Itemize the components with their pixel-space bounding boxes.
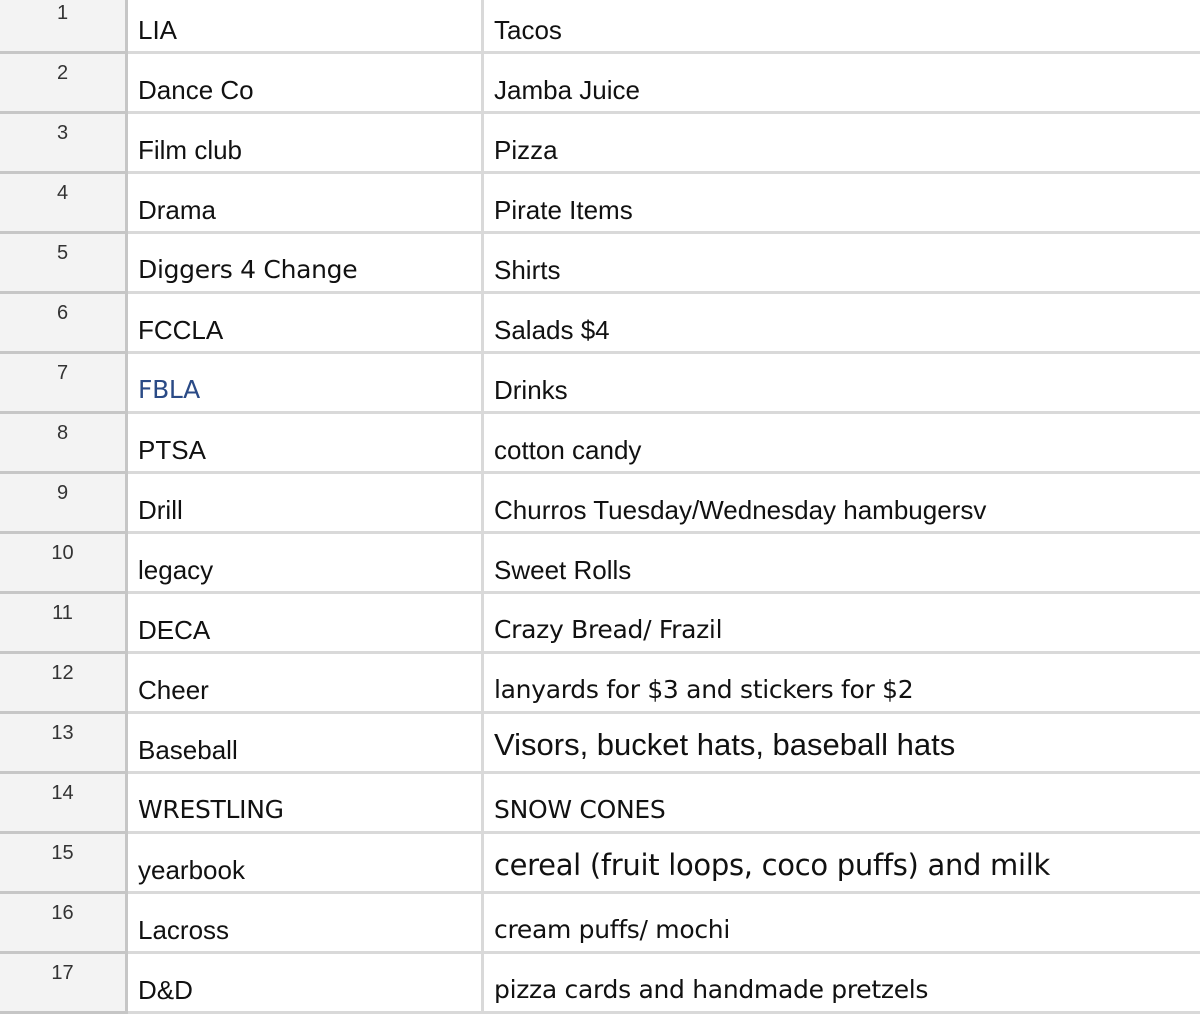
- row-header[interactable]: 2: [0, 54, 128, 114]
- row-header[interactable]: 10: [0, 534, 128, 594]
- row-header[interactable]: 1: [0, 0, 128, 54]
- cell-item[interactable]: Shirts: [484, 234, 1200, 294]
- cell-club[interactable]: D&D: [128, 954, 484, 1014]
- cell-club[interactable]: Lacross: [128, 894, 484, 954]
- table-row: [0, 954, 1200, 1014]
- cell-item[interactable]: cereal (fruit loops, coco puffs) and milk: [484, 834, 1200, 894]
- cell-club[interactable]: LIA: [128, 0, 484, 54]
- table-row: [0, 54, 1200, 114]
- row-header[interactable]: 14: [0, 774, 128, 834]
- row-header[interactable]: 8: [0, 414, 128, 474]
- cell-item[interactable]: Salads $4: [484, 294, 1200, 354]
- cell-club[interactable]: Drama: [128, 174, 484, 234]
- cell-club[interactable]: FCCLA: [128, 294, 484, 354]
- table-row: [0, 714, 1200, 774]
- row-header[interactable]: 9: [0, 474, 128, 534]
- cell-item[interactable]: Drinks: [484, 354, 1200, 414]
- table-row: [0, 774, 1200, 834]
- cell-item[interactable]: Pirate Items: [484, 174, 1200, 234]
- table-row: [0, 234, 1200, 294]
- cell-item[interactable]: cotton candy: [484, 414, 1200, 474]
- cell-item[interactable]: Tacos: [484, 0, 1200, 54]
- cell-club[interactable]: FBLA: [128, 354, 484, 414]
- table-row: [0, 654, 1200, 714]
- cell-item[interactable]: Churros Tuesday/Wednesday hambugersv: [484, 474, 1200, 534]
- row-header[interactable]: 4: [0, 174, 128, 234]
- cell-club[interactable]: DECA: [128, 594, 484, 654]
- cell-club[interactable]: Cheer: [128, 654, 484, 714]
- row-header[interactable]: 11: [0, 594, 128, 654]
- table-row: [0, 474, 1200, 534]
- cell-club[interactable]: legacy: [128, 534, 484, 594]
- cell-club[interactable]: Diggers 4 Change: [128, 234, 484, 294]
- table-row: [0, 0, 1200, 54]
- cell-club[interactable]: Film club: [128, 114, 484, 174]
- table-row: [0, 414, 1200, 474]
- row-header[interactable]: 16: [0, 894, 128, 954]
- table-row: [0, 834, 1200, 894]
- cell-club[interactable]: Drill: [128, 474, 484, 534]
- table-row: [0, 534, 1200, 594]
- cell-item[interactable]: Visors, bucket hats, baseball hats: [484, 714, 1200, 774]
- cell-item[interactable]: Sweet Rolls: [484, 534, 1200, 594]
- cell-item[interactable]: Jamba Juice: [484, 54, 1200, 114]
- cell-item[interactable]: pizza cards and handmade pretzels: [484, 954, 1200, 1014]
- cell-club[interactable]: WRESTLING: [128, 774, 484, 834]
- table-row: [0, 294, 1200, 354]
- cell-club[interactable]: PTSA: [128, 414, 484, 474]
- table-row: [0, 894, 1200, 954]
- table-row: [0, 174, 1200, 234]
- cell-item[interactable]: Pizza: [484, 114, 1200, 174]
- cell-item[interactable]: Crazy Bread/ Frazil: [484, 594, 1200, 654]
- row-header[interactable]: 17: [0, 954, 128, 1014]
- row-header[interactable]: 7: [0, 354, 128, 414]
- row-header[interactable]: 6: [0, 294, 128, 354]
- row-header[interactable]: 3: [0, 114, 128, 174]
- row-header[interactable]: 15: [0, 834, 128, 894]
- cell-item[interactable]: cream puffs/ mochi: [484, 894, 1200, 954]
- cell-item[interactable]: SNOW CONES: [484, 774, 1200, 834]
- row-header[interactable]: 12: [0, 654, 128, 714]
- cell-club[interactable]: Baseball: [128, 714, 484, 774]
- table-row: [0, 114, 1200, 174]
- row-header[interactable]: 5: [0, 234, 128, 294]
- row-header[interactable]: 13: [0, 714, 128, 774]
- cell-club[interactable]: yearbook: [128, 834, 484, 894]
- cell-club[interactable]: Dance Co: [128, 54, 484, 114]
- cell-item[interactable]: lanyards for $3 and stickers for $2: [484, 654, 1200, 714]
- table-row: [0, 354, 1200, 414]
- table-row: [0, 594, 1200, 654]
